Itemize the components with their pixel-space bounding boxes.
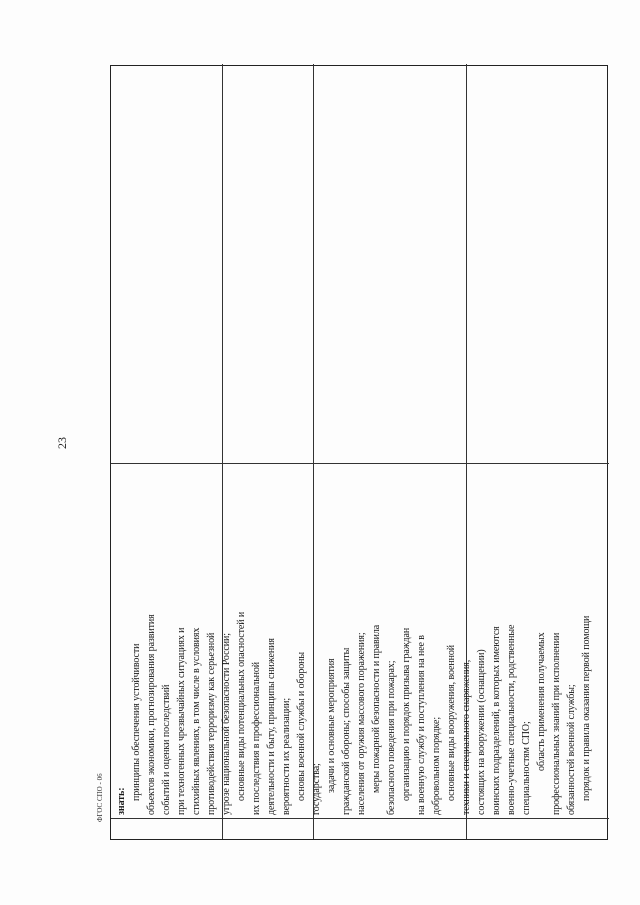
cell-line: специальностям СПО; xyxy=(521,721,532,815)
cell-line: военно-учетные специальности, родственные xyxy=(506,624,517,815)
cell-heading: знать: xyxy=(116,787,127,815)
cell-line: добровольном порядке; xyxy=(431,716,442,815)
cell-line: на военную службу и поступления на нее в xyxy=(416,635,427,815)
cell-line: при техногенных чрезвычайных ситуациях и xyxy=(176,627,187,815)
cell-line: противодействия терроризму как серьезной xyxy=(206,632,217,815)
cell-line: стихийных явлениях, в том числе в условиях xyxy=(191,627,202,815)
cell-line: населения от оружия массового поражения; xyxy=(356,632,367,815)
cell-line: гражданской обороны; способы защиты xyxy=(341,647,352,815)
cell-line: угрозе национальной безопасности России; xyxy=(221,633,232,815)
cell-line: объектов экономики, прогнозирования развития xyxy=(146,614,157,815)
cell-line: основы военной службы и обороны xyxy=(296,651,307,801)
cell-line: вероятности их реализации; xyxy=(281,697,292,815)
cell-line: состоящих на вооружении (оснащении) xyxy=(476,649,487,815)
cell-line: основные виды вооружения, военной xyxy=(446,644,457,801)
cell-line: государства; xyxy=(311,763,322,815)
footer-standard-mark: ФГОС СПО - 06 xyxy=(96,773,104,822)
table-cell-knowledge xyxy=(114,449,592,815)
cell-line: организацию и порядок призыва граждан xyxy=(401,627,412,801)
page-number: 23 xyxy=(55,437,69,449)
table-frame xyxy=(110,65,608,840)
cell-line: их последствия в профессиональной xyxy=(251,661,262,815)
cell-line: обязанностей военной службы; xyxy=(566,684,577,815)
cell-line: событий и оценки последствий xyxy=(161,684,172,815)
cell-line: безопасного поведения при пожарах; xyxy=(386,660,397,815)
cell-line: воинских подразделений, в которых имеются xyxy=(491,626,502,815)
cell-line: техники и специального снаряжения, xyxy=(461,659,472,815)
cell-line: задачи и основные мероприятия xyxy=(326,658,337,793)
cell-line: принципы обеспечения устойчивости xyxy=(131,643,142,801)
cell-line: профессиональных знаний при исполнении xyxy=(551,632,562,815)
cell-line: основные виды потенциальных опасностей и xyxy=(236,611,247,801)
cell-line: деятельности и быту, принципы снижения xyxy=(266,638,277,815)
cell-line: меры пожарной безопасности и правила xyxy=(371,624,382,793)
cell-line: область применения получаемых xyxy=(536,632,547,771)
table-column-divider xyxy=(111,818,609,819)
rotated-table-region xyxy=(110,65,608,840)
cell-line: порядок и правила оказания первой помощи xyxy=(581,615,592,801)
